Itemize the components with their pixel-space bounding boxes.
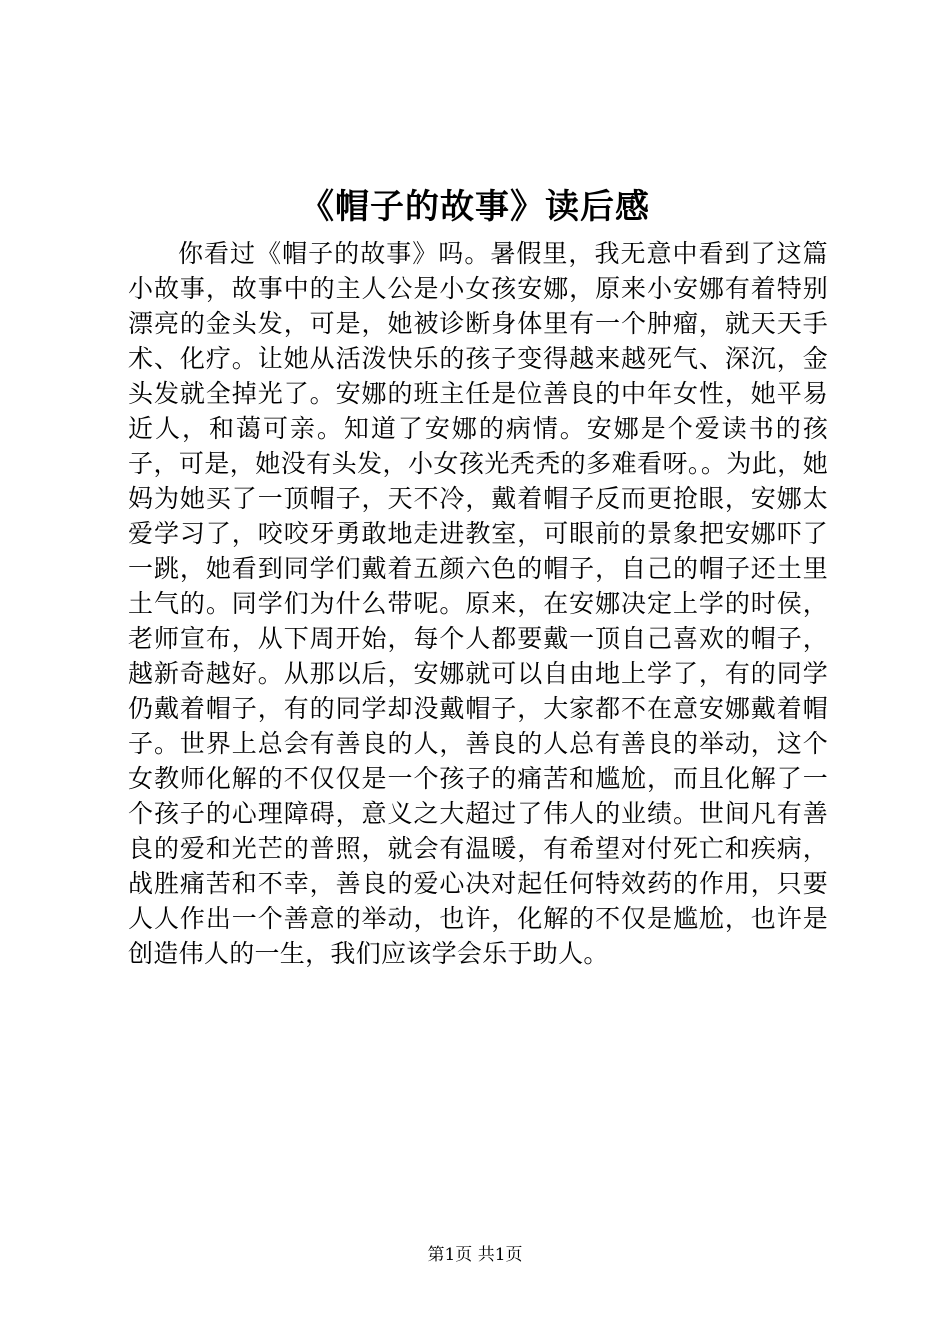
page-number-footer: 第1页 共1页 <box>427 1245 523 1265</box>
document-title: 《帽子的故事》读后感 <box>300 187 650 227</box>
document-body-paragraph: 你看过《帽子的故事》吗。暑假里，我无意中看到了这篇小故事，故事中的主人公是小女孩安娜，原来小安娜有着特别漂亮的金头发，可是，她被诊断身体里有一个肿瘤，就天天手术、化疗。让她从活泼快乐的孩子变得越来越死气、深沉，金头发就全掉光了。安娜的班主任是位善良的中年女性，她平易近人，和蔼可亲。知道了安娜的病情。安娜是个爱读书的孩子，可是，她没有头发，小女孩光秃秃的多难看呀。。为此，她妈为她买了一顶帽子，天不冷，戴着帽子反而更抢眼，安娜太爱学习了，咬咬牙勇敢地走进教室，可眼前的景象把安娜吓了一跳，她看到同学们戴着五颜六色的帽子，自己的帽子还土里土气的。同学们为什么带呢。原来，在安娜决定上学的时侯，老师宣布，从下周开始，每个人都要戴一顶自己喜欢的帽子，越新奇越好。从那以后，安娜就可以自由地上学了，有的同学仍戴着帽子，有的同学却没戴帽子，大家都不在意安娜戴着帽子。世界上总会有善良的人，善良的人总有善良的举动，这个女教师化解的不仅仅是一个孩子的痛苦和尴尬，而且化解了一个孩子的心理障碍，意义之大超过了伟人的业绩。世间凡有善良的爱和光芒的普照，就会有温暖，有希望对付死亡和疾病，战胜痛苦和不幸，善良的爱心决对起任何特效药的作用，只要人人作出一个善意的举动，也许，化解的不仅是尴尬，也许是创造伟人的一生，我们应该学会乐于助人。 <box>128 239 828 968</box>
